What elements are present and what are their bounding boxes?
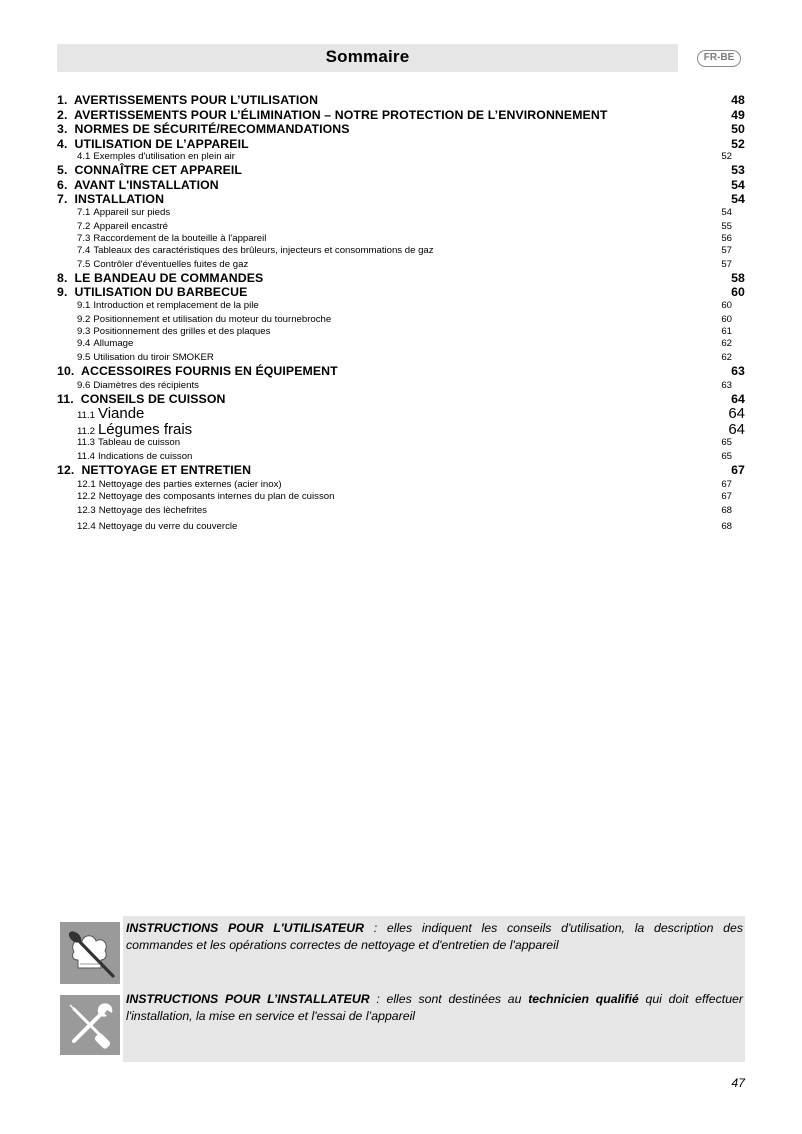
toc-entry-11[interactable]: 11. CONSEILS DE CUISSON 64: [57, 392, 745, 406]
qualified-technician-emphasis: technicien qualifié: [528, 992, 639, 1006]
toc-entry-4-1[interactable]: 4.1 Exemples d'utilisation en plein air 52: [77, 151, 732, 162]
installer-instructions-note: INSTRUCTIONS POUR L’INSTALLATEUR : elles sont destinées au technicien qualifié qui doit effectuer l'installation, la mise en service et l'essai de l’appareil: [123, 987, 745, 1062]
title-bar: [57, 44, 678, 72]
toc-entry-8[interactable]: 8. LE BANDEAU DE COMMANDES 58: [57, 270, 745, 285]
toc-entry-12-1[interactable]: 12.1 Nettoyage des parties externes (acier inox) 67: [77, 479, 732, 490]
table-of-contents: [57, 93, 745, 533]
toc-entry-7-2[interactable]: 7.2 Appareil encastré 55: [77, 220, 732, 232]
installer-instructions-lead: INSTRUCTIONS POUR L’INSTALLATEUR: [126, 992, 370, 1006]
toc-entry-12-3[interactable]: 12.3 Nettoyage des lèchefrites 68: [77, 505, 732, 516]
toc-entry-9[interactable]: 9. UTILISATION DU BARBECUE 60: [57, 285, 745, 299]
toc-entry-9-2[interactable]: 9.2 Positionnement et utilisation du moteur du tournebroche 60: [77, 313, 732, 325]
toc-entry-12-2[interactable]: 12.2 Nettoyage des composants internes du plan de cuisson 67: [77, 491, 732, 502]
toc-entry-11-3[interactable]: 11.3 Tableau de cuisson 65: [77, 436, 732, 448]
toc-entry-6[interactable]: 6. AVANT L'INSTALLATION 54: [57, 177, 745, 192]
chef-spoon-icon: [60, 922, 120, 984]
toc-entry-7-1[interactable]: 7.1 Appareil sur pieds 54: [77, 206, 732, 218]
toc-entry-11-4[interactable]: 11.4 Indications de cuisson 65: [77, 450, 732, 462]
user-instructions-note: [123, 916, 745, 988]
language-badge: FR-BE: [697, 50, 741, 67]
toc-entry-9-1[interactable]: 9.1 Introduction et remplacement de la pile 60: [77, 299, 732, 311]
user-instructions-text: : elles indiquent les conseils d'utilisation, la description des commandes et les opérations correctes de nettoyage et d'entretien de l'appareil: [126, 921, 743, 952]
toc-entry-7[interactable]: 7. INSTALLATION 54: [57, 192, 745, 206]
toc-entry-12-4[interactable]: 12.4 Nettoyage du verre du couvercle 68: [77, 521, 732, 532]
toc-entry-9-4[interactable]: 9.4 Allumage 62: [77, 337, 732, 349]
tools-icon: [60, 995, 120, 1055]
user-instructions-lead: INSTRUCTIONS POUR L'UTILISATEUR: [126, 921, 365, 935]
toc-entry-3[interactable]: 3. NORMES DE SÉCURITÉ/RECOMMANDATIONS 50: [57, 122, 745, 136]
toc-entry-11-1[interactable]: 11.1 Viande 64: [77, 406, 745, 421]
toc-entry-11-2[interactable]: 11.2 Légumes frais 64: [77, 422, 745, 437]
toc-entry-5[interactable]: 5. CONNAÎTRE CET APPAREIL 53: [57, 163, 745, 177]
toc-entry-4[interactable]: 4. UTILISATION DE L’APPAREIL 52: [57, 136, 745, 151]
page-title: Sommaire: [325, 47, 410, 66]
page-number: 47: [731, 1076, 745, 1090]
toc-entry-9-5[interactable]: 9.5 Utilisation du tiroir SMOKER 62: [77, 351, 732, 363]
toc-entry-2[interactable]: 2. AVERTISSEMENTS POUR L’ÉLIMINATION – NOTRE PROTECTION DE L’ENVIRONNEMENT 49: [57, 107, 745, 122]
toc-entry-9-6[interactable]: 9.6 Diamètres des récipients 63: [77, 380, 732, 391]
toc-entry-12[interactable]: 12. NETTOYAGE ET ENTRETIEN 67: [57, 462, 745, 477]
toc-entry-1[interactable]: 1. AVERTISSEMENTS POUR L’UTILISATION 48: [57, 93, 745, 107]
toc-entry-10[interactable]: 10. ACCESSOIRES FOURNIS EN ÉQUIPEMENT 63: [57, 363, 745, 378]
toc-entry-7-4[interactable]: 7.4 Tableaux des caractéristiques des brûleurs, injecteurs et consommations de gaz 57: [77, 244, 732, 256]
toc-entry-7-5[interactable]: 7.5 Contrôler d'éventuelles fuites de gaz 57: [77, 258, 732, 270]
toc-entry-9-3[interactable]: 9.3 Positionnement des grilles et des plaques 61: [77, 325, 732, 337]
toc-entry-7-3[interactable]: 7.3 Raccordement de la bouteille à l'appareil 56: [77, 232, 732, 244]
